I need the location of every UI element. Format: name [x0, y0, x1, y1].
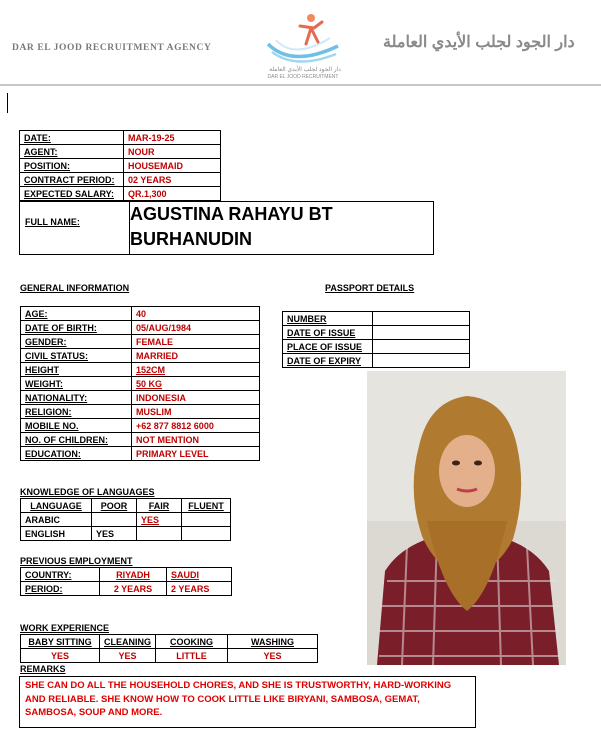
table-row — [20, 145, 221, 159]
gender-label: GENDER: — [21, 335, 132, 349]
employment-table — [20, 567, 232, 596]
country-value-2: SAUDI — [167, 568, 232, 582]
previous-employment-title: PREVIOUS EMPLOYMENT — [20, 556, 133, 566]
children-value: NOT MENTION — [132, 433, 260, 447]
passport-number-value — [373, 312, 470, 326]
full-name-line-2: BURHANUDIN — [130, 229, 252, 249]
agency-name-english: DAR EL JOOD RECRUITMENT AGENCY — [12, 43, 212, 53]
table-row — [21, 447, 260, 461]
period-label: PERIOD: — [21, 582, 100, 596]
table-row — [283, 326, 470, 340]
passport-details-title: PASSPORT DETAILS — [325, 283, 415, 293]
table-row — [283, 354, 470, 368]
period-value-1: 2 YEARS — [100, 582, 167, 596]
education-value: PRIMARY LEVEL — [132, 447, 260, 461]
date-of-expiry-value — [373, 354, 470, 368]
expected-salary-value: QR.1,300 — [124, 187, 221, 201]
table-row — [21, 419, 260, 433]
table-row — [21, 649, 318, 663]
table-row — [21, 349, 260, 363]
passport-number-label: NUMBER — [283, 312, 373, 326]
place-of-issue-label: PLACE OF ISSUE — [283, 340, 373, 354]
date-value: MAR-19-25 — [124, 131, 221, 145]
table-row — [21, 391, 260, 405]
table-row — [21, 513, 231, 527]
work-experience-table — [20, 634, 318, 663]
table-row — [21, 433, 260, 447]
table-row — [21, 582, 232, 596]
table-row — [20, 173, 221, 187]
religion-label: RELIGION: — [21, 405, 132, 419]
agency-logo — [262, 10, 344, 82]
english-fluent — [182, 527, 231, 541]
table-row — [21, 499, 231, 513]
table-row — [283, 340, 470, 354]
cooking-header: COOKING — [156, 635, 228, 649]
dob-label: DATE OF BIRTH: — [21, 321, 132, 335]
agent-label: AGENT: — [20, 145, 124, 159]
table-row — [21, 568, 232, 582]
table-row — [21, 405, 260, 419]
english-poor: YES — [92, 527, 137, 541]
full-name-label: FULL NAME: — [25, 217, 80, 227]
english-fair — [137, 527, 182, 541]
date-of-issue-value — [373, 326, 470, 340]
full-name-box — [19, 201, 434, 255]
age-label: AGE: — [21, 307, 132, 321]
work-experience-title: WORK EXPERIENCE — [20, 623, 110, 633]
full-name-value — [129, 202, 433, 254]
table-row — [21, 307, 260, 321]
age-value: 40 — [132, 307, 260, 321]
general-information-title: GENERAL INFORMATION — [20, 283, 130, 293]
table-row — [21, 321, 260, 335]
washing-value: YES — [228, 649, 318, 663]
table-row — [20, 131, 221, 145]
table-row — [21, 363, 260, 377]
date-of-expiry-label: DATE OF EXPIRY — [283, 354, 373, 368]
mobile-value: +62 877 8812 6000 — [132, 419, 260, 433]
logo-text-english: DAR EL JOOD RECRUITMENT — [267, 74, 339, 80]
table-row — [21, 527, 231, 541]
fluent-header: FLUENT — [182, 499, 231, 513]
contract-period-value: 02 YEARS — [124, 173, 221, 187]
table-row — [21, 377, 260, 391]
cleaning-value: YES — [100, 649, 156, 663]
cooking-value: LITTLE — [156, 649, 228, 663]
remarks-title: REMARKS — [20, 664, 66, 674]
position-label: POSITION: — [20, 159, 124, 173]
weight-value: 50 KG — [132, 377, 260, 391]
english-language: ENGLISH — [21, 527, 92, 541]
general-info-table — [20, 306, 260, 461]
mobile-label: MOBILE NO. — [21, 419, 132, 433]
civil-status-value: MARRIED — [132, 349, 260, 363]
period-value-2: 2 YEARS — [167, 582, 232, 596]
dob-value: 05/AUG/1984 — [132, 321, 260, 335]
full-name-line-1: AGUSTINA RAHAYU BT — [130, 204, 333, 224]
nationality-label: NATIONALITY: — [21, 391, 132, 405]
baby-sitting-header: BABY SITTING — [21, 635, 100, 649]
gender-value: FEMALE — [132, 335, 260, 349]
table-row — [21, 635, 318, 649]
poor-header: POOR — [92, 499, 137, 513]
country-value-1: RIYADH — [100, 568, 167, 582]
place-of-issue-value — [373, 340, 470, 354]
height-label: HEIGHT — [21, 363, 132, 377]
text-cursor — [7, 93, 8, 113]
contract-period-label: CONTRACT PERIOD: — [20, 173, 124, 187]
weight-label: WEIGHT: — [21, 377, 132, 391]
arabic-poor — [92, 513, 137, 527]
languages-table — [20, 498, 231, 541]
fair-header: FAIR — [137, 499, 182, 513]
baby-sitting-value: YES — [21, 649, 100, 663]
religion-value: MUSLIM — [132, 405, 260, 419]
expected-salary-label: EXPECTED SALARY: — [20, 187, 124, 201]
remarks-text: SHE CAN DO ALL THE HOUSEHOLD CHORES, AND SHE IS TRUSTWORTHY, HARD-WORKING AND RELIABLE. SHE KNOW HOW TO COOK LITTLE LIKE BIRYANI, SAMBOSA, GEMAT, SAMBOSA, SOUP AND MORE. — [25, 680, 452, 718]
agent-value: NOUR — [124, 145, 221, 159]
languages-title: KNOWLEDGE OF LANGUAGES — [20, 487, 155, 497]
height-value: 152CM — [132, 363, 260, 377]
washing-header: WASHING — [228, 635, 318, 649]
position-value: HOUSEMAID — [124, 159, 221, 173]
logo-text-arabic: دار الجود لجلب الأيدي العاملة — [269, 67, 341, 73]
language-header: LANGUAGE — [21, 499, 92, 513]
candidate-photo — [367, 371, 566, 665]
education-label: EDUCATION: — [21, 447, 132, 461]
agency-name-arabic: دار الجود لجلب الأيدي العاملة — [383, 34, 575, 51]
top-info-table — [19, 130, 221, 201]
candidate-photo-image — [367, 371, 566, 665]
arabic-fair: YES — [137, 513, 182, 527]
date-of-issue-label: DATE OF ISSUE — [283, 326, 373, 340]
table-row — [21, 335, 260, 349]
table-row — [20, 159, 221, 173]
country-label: COUNTRY: — [21, 568, 100, 582]
civil-status-label: CIVIL STATUS: — [21, 349, 132, 363]
children-label: NO. OF CHILDREN: — [21, 433, 132, 447]
cleaning-header: CLEANING — [100, 635, 156, 649]
header-divider — [0, 84, 601, 86]
date-label: DATE: — [20, 131, 124, 145]
passport-table — [282, 311, 470, 368]
nationality-value: INDONESIA — [132, 391, 260, 405]
arabic-fluent — [182, 513, 231, 527]
table-row — [20, 187, 221, 201]
remarks-box — [19, 676, 476, 728]
arabic-language: ARABIC — [21, 513, 92, 527]
table-row — [283, 312, 470, 326]
